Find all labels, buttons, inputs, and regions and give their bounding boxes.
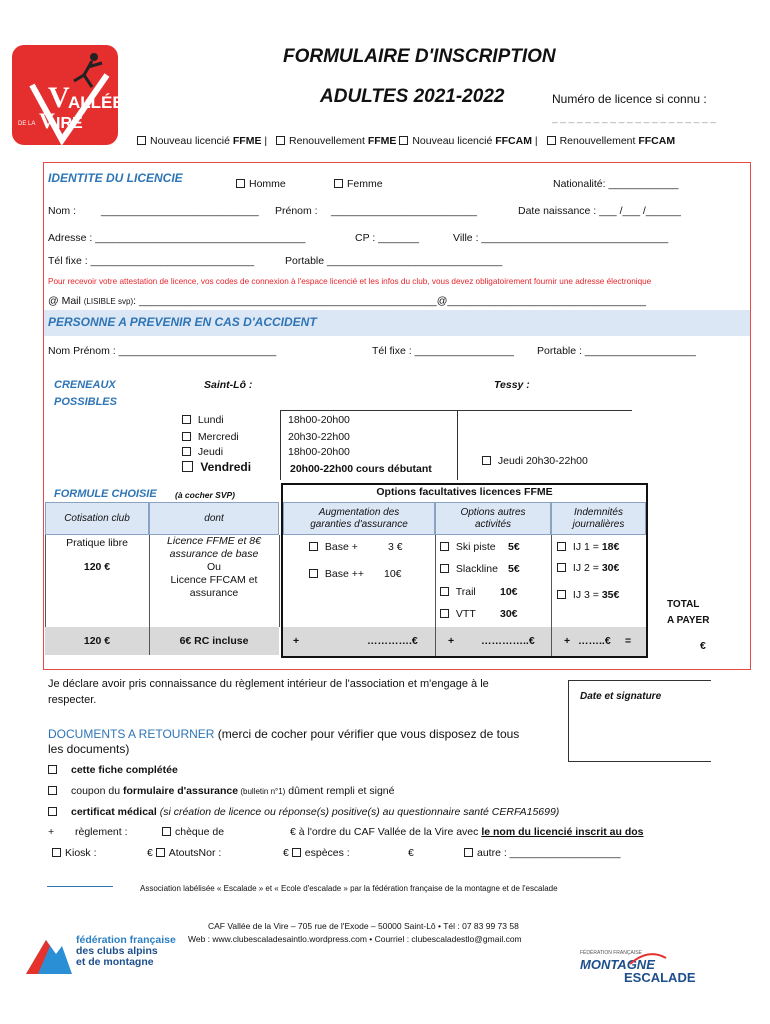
cotisation-price: 120 € bbox=[83, 561, 111, 573]
foot-equals: = bbox=[625, 635, 632, 647]
total-label-1: TOTAL bbox=[667, 599, 700, 610]
checkbox-assurance[interactable] bbox=[48, 786, 57, 795]
urgence-heading: PERSONNE A PREVENIR EN CAS D'ACCIDENT bbox=[48, 315, 317, 329]
logo-text-de-la: DE LA bbox=[18, 121, 36, 127]
ffcam-logo bbox=[24, 932, 174, 982]
doc-item-assurance[interactable]: coupon du formulaire d'assurance (bulletin n°1) dûment rempli et signé bbox=[48, 785, 394, 797]
foot-total[interactable]: € bbox=[700, 640, 706, 652]
checkbox-cheque[interactable] bbox=[162, 827, 171, 836]
club-address: CAF Vallée de la Vire – 705 rue de l'Exode – 50000 Saint-Lô • Tél : 07 83 99 73 58 bbox=[208, 921, 519, 931]
payment-kiosk[interactable]: Kiosk : bbox=[52, 847, 97, 859]
checkbox-especes[interactable] bbox=[292, 848, 301, 857]
foot-plus-3: + bbox=[564, 635, 571, 647]
table-vline-c bbox=[279, 535, 280, 627]
slot-vendredi[interactable]: Vendredi bbox=[182, 460, 251, 474]
form-title: FORMULAIRE D'INSCRIPTION bbox=[283, 46, 556, 67]
checkbox-lundi[interactable] bbox=[182, 415, 191, 424]
slackline-price: 5€ bbox=[508, 563, 520, 575]
option-ij1[interactable]: IJ 1 = 18€ bbox=[557, 541, 619, 553]
option-slackline[interactable]: Slackline bbox=[440, 563, 498, 575]
slot-vendredi-time: 20h00-22h00 cours débutant bbox=[290, 463, 432, 475]
slot-tessy-jeudi[interactable]: Jeudi 20h30-22h00 bbox=[482, 455, 588, 467]
ville-field[interactable]: Ville : ________________________________ bbox=[453, 232, 669, 244]
total-label-2: A PAYER bbox=[667, 615, 710, 626]
checkbox-kiosk[interactable] bbox=[52, 848, 61, 857]
cp-field[interactable]: CP : _______ bbox=[355, 232, 420, 244]
urgence-nom-prenom-field[interactable]: Nom Prénom : ___________________________ bbox=[48, 345, 277, 357]
option-ij2[interactable]: IJ 2 = 30€ bbox=[557, 562, 619, 574]
slot-mercredi[interactable]: Mercredi bbox=[182, 431, 239, 443]
form-subtitle: ADULTES 2021-2022 bbox=[320, 86, 505, 107]
logo-letter-v: V bbox=[48, 81, 70, 114]
declaration-line-1: Je déclare avoir pris connaissance du règlement intérieur de l'association et m'engage à le bbox=[48, 678, 489, 690]
urgence-portable-field[interactable]: Portable : ___________________ bbox=[537, 345, 696, 357]
documents-heading-row: DOCUMENTS A RETOURNER (merci de cocher pour vérifier que vous disposez de tous bbox=[48, 727, 520, 741]
mail-row[interactable]: @ Mail (LISIBLE svp): ___________________________________________________@__________________________________ bbox=[48, 295, 646, 307]
tessy-label: Tessy : bbox=[494, 379, 530, 391]
foot-dots-2[interactable]: …………..€ bbox=[481, 635, 535, 647]
homme-option[interactable]: Homme bbox=[236, 178, 286, 190]
col-indemnites: Indemnités journalières bbox=[551, 502, 646, 535]
option-ski-piste[interactable]: Ski piste bbox=[440, 541, 496, 553]
table-vline-d bbox=[435, 535, 436, 627]
slot-jeudi[interactable]: Jeudi bbox=[182, 446, 223, 458]
femme-option[interactable]: Femme bbox=[334, 178, 383, 190]
prenom-field[interactable]: _________________________ bbox=[331, 205, 477, 217]
ski-piste-price: 5€ bbox=[508, 541, 520, 553]
ffcam-text: fédération française des clubs alpins et de montagne bbox=[76, 934, 176, 968]
adresse-field[interactable]: Adresse : ____________________________________ bbox=[48, 232, 306, 244]
checkbox-homme[interactable] bbox=[236, 179, 245, 188]
portable-field[interactable]: Portable ______________________________ bbox=[285, 255, 503, 267]
foot-price: 120 € bbox=[83, 635, 111, 647]
option-trail[interactable]: Trail bbox=[440, 586, 476, 598]
identite-heading: IDENTITE DU LICENCIE bbox=[48, 171, 183, 185]
checkbox-vendredi[interactable] bbox=[182, 461, 193, 472]
payment-autre[interactable]: autre : ___________________ bbox=[464, 847, 621, 859]
creneaux-divider bbox=[280, 410, 632, 411]
col-dont: dont bbox=[149, 502, 279, 535]
checkbox-ij2[interactable] bbox=[557, 563, 566, 572]
footer-accent-line bbox=[47, 886, 113, 887]
club-web: Web : www.clubescaladesaintlo.wordpress.com • Courriel : clubescaladestlo@gmail.com bbox=[188, 934, 522, 944]
licence-number-field[interactable]: _ _ _ _ _ _ _ _ _ _ _ _ _ _ _ _ _ _ _ _ bbox=[552, 113, 717, 124]
foot-vline-c bbox=[551, 627, 552, 656]
checkbox-nouveau-ffme[interactable] bbox=[137, 136, 146, 145]
checkbox-ij3[interactable] bbox=[557, 590, 566, 599]
reglement-cheque[interactable]: chèque de bbox=[162, 826, 224, 838]
payment-euro: € bbox=[408, 847, 414, 859]
logo-text-allee: ALLÉE bbox=[68, 93, 124, 112]
nom-label: Nom : bbox=[48, 205, 77, 217]
checkbox-slackline[interactable] bbox=[440, 564, 449, 573]
foot-dots-1[interactable]: ………….€ bbox=[367, 635, 418, 647]
reglement-label: règlement : bbox=[75, 826, 128, 838]
slot-mercredi-time: 20h30-22h00 bbox=[288, 431, 350, 443]
prenom-label: Prénom : bbox=[275, 205, 318, 217]
vtt-price: 30€ bbox=[500, 608, 518, 620]
checkbox-jeudi[interactable] bbox=[182, 447, 191, 456]
nationalite-field[interactable]: Nationalité: ____________ bbox=[553, 178, 679, 190]
option-ij3[interactable]: IJ 3 = 35€ bbox=[557, 589, 619, 601]
creneaux-heading-2: POSSIBLES bbox=[54, 396, 117, 408]
foot-plus-2: + bbox=[448, 635, 455, 647]
date-signature-label: Date et signature bbox=[580, 691, 662, 702]
creneaux-heading-1: CRENEAUX bbox=[54, 379, 116, 391]
checkbox-nouveau-ffcam[interactable] bbox=[399, 136, 408, 145]
licence-type-row: Nouveau licencié FFME | Renouvellement FFME Nouveau licencié FFCAM | Renouvellement FFCAM bbox=[137, 135, 675, 147]
checkbox-renouvellement-ffcam[interactable] bbox=[547, 136, 556, 145]
ffme-swoosh-icon bbox=[628, 952, 668, 966]
checkbox-femme[interactable] bbox=[334, 179, 343, 188]
foot-dots-3[interactable]: ……..€ bbox=[578, 635, 611, 647]
foot-vline-b bbox=[435, 627, 436, 656]
table-vline-e bbox=[551, 535, 552, 627]
checkbox-ski-piste[interactable] bbox=[440, 542, 449, 551]
slot-lundi[interactable]: Lundi bbox=[182, 414, 224, 426]
slot-lundi-time: 18h00-20h00 bbox=[288, 414, 350, 426]
association-label: Association labélisée « Escalade » et « Ecole d'escalade » par la fédération française de la montagne et de l'escalade bbox=[140, 884, 558, 893]
reglement-ordre: € à l'ordre du CAF Vallée de la Vire avec le nom du licencié inscrit au dos bbox=[290, 826, 644, 838]
creneaux-vline-2 bbox=[457, 410, 458, 480]
doc-item-fiche[interactable]: cette fiche complétée bbox=[48, 764, 178, 776]
pratique-libre: Pratique libre bbox=[66, 537, 128, 549]
licence-number-label: Numéro de licence si connu : bbox=[552, 92, 707, 106]
foot-plus-1: + bbox=[293, 635, 300, 647]
option-vtt[interactable]: VTT bbox=[440, 608, 476, 620]
checkbox-base-plus-plus[interactable] bbox=[309, 569, 318, 578]
checkbox-certificat[interactable] bbox=[48, 807, 57, 816]
formule-heading: FORMULE CHOISIE bbox=[54, 488, 157, 500]
tel-fixe-field[interactable]: Tél fixe : ____________________________ bbox=[48, 255, 255, 267]
col-autres-activites: Options autres activités bbox=[435, 502, 551, 535]
col-cotisation: Cotisation club bbox=[45, 502, 149, 535]
checkbox-trail[interactable] bbox=[440, 587, 449, 596]
mountain-icon bbox=[24, 932, 74, 977]
checkbox-ij1[interactable] bbox=[557, 542, 566, 551]
option-base-plus[interactable]: Base + bbox=[309, 541, 358, 553]
base-plus-price: 3 € bbox=[388, 541, 403, 553]
email-notice: Pour recevoir votre attestation de licence, vos codes de connexion à l'espace licencié et les infos du club, vous devez obligatoirement fournir une adresse électronique bbox=[48, 277, 652, 286]
reglement-plus: + bbox=[48, 826, 55, 838]
logo-letter-v2: V bbox=[39, 108, 55, 133]
col-augmentation: Augmentation des garanties d'assurance bbox=[283, 502, 435, 535]
dont-details: Licence FFME et 8€ assurance de base Ou Licence FFCAM et assurance bbox=[167, 535, 261, 599]
slot-jeudi-time: 18h00-20h00 bbox=[288, 446, 350, 458]
creneaux-vline-1 bbox=[280, 410, 281, 480]
checkbox-base-plus[interactable] bbox=[309, 542, 318, 551]
payment-especes[interactable]: € espèces : bbox=[283, 847, 350, 859]
checkbox-atouts[interactable] bbox=[156, 848, 165, 857]
checkbox-fiche[interactable] bbox=[48, 765, 57, 774]
formule-hint: (à cocher SVP) bbox=[175, 490, 235, 500]
documents-intro-2: les documents) bbox=[48, 742, 130, 756]
options-title: Options facultatives licences FFME bbox=[376, 486, 553, 498]
trail-price: 10€ bbox=[500, 586, 518, 598]
foot-rc: 6€ RC incluse bbox=[179, 635, 249, 647]
declaration-line-2: respecter. bbox=[48, 694, 97, 706]
checkbox-renouvellement-ffme[interactable] bbox=[276, 136, 285, 145]
date-naissance-field[interactable]: Date naissance : ___ /___ /______ bbox=[518, 205, 681, 217]
urgence-tel-fixe-field[interactable]: Tél fixe : _________________ bbox=[372, 345, 514, 357]
checkbox-mercredi[interactable] bbox=[182, 432, 191, 441]
doc-item-certificat[interactable]: certificat médical (si création de licence ou réponse(s) positive(s) au questionnaire santé CERFA15699) bbox=[48, 806, 559, 818]
option-base-plus-plus[interactable]: Base ++ bbox=[309, 568, 364, 580]
checkbox-tessy-jeudi[interactable] bbox=[482, 456, 491, 465]
payment-atouts[interactable]: € AtoutsNor : bbox=[147, 847, 222, 859]
logo-text-ire: IRE bbox=[56, 115, 83, 132]
base-plus-plus-price: 10€ bbox=[384, 568, 402, 580]
checkbox-autre[interactable] bbox=[464, 848, 473, 857]
nom-field[interactable]: ___________________________ bbox=[101, 205, 259, 217]
ffme-logo: FÉDÉRATION FRANÇAISE MONTAGNE ESCALADE bbox=[580, 950, 696, 985]
saint-lo-label: Saint-Lô : bbox=[204, 379, 253, 391]
club-logo bbox=[12, 45, 124, 145]
checkbox-vtt[interactable] bbox=[440, 609, 449, 618]
